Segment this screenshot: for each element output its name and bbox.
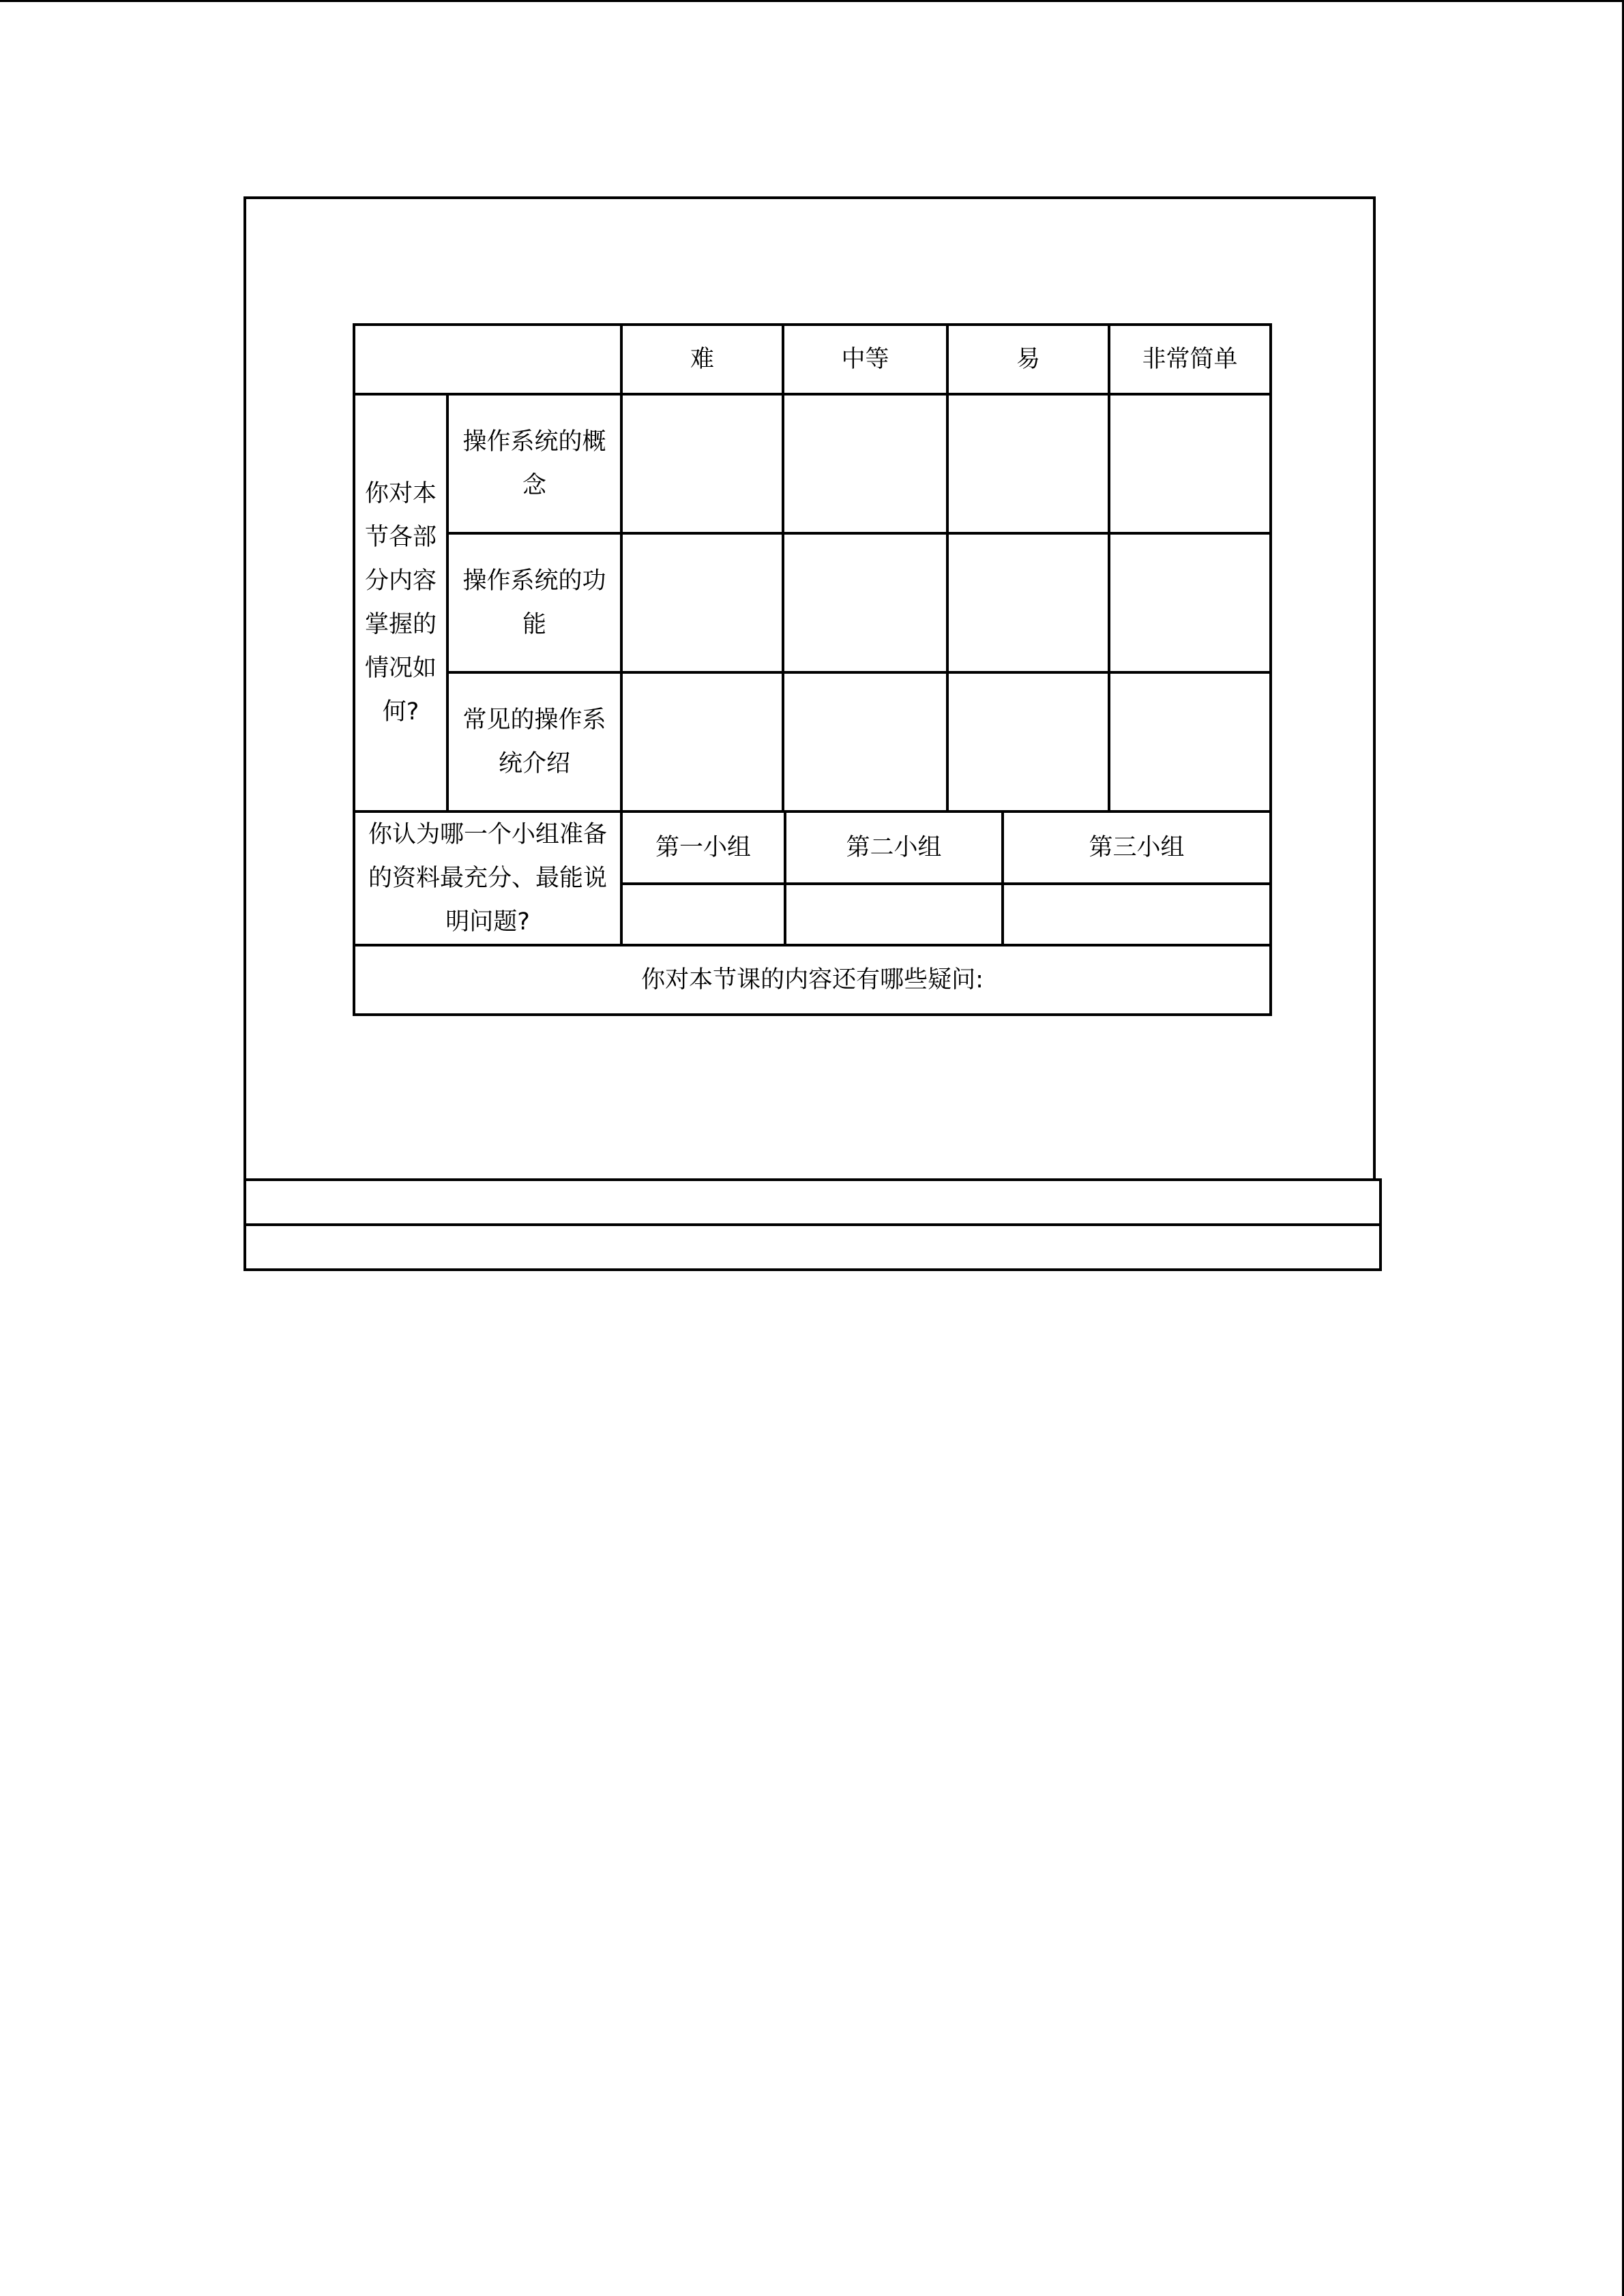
answer-cell[interactable] — [783, 533, 947, 672]
feedback-survey-table — [353, 323, 1272, 1016]
header-blank-cell — [354, 325, 621, 394]
answer-cell[interactable] — [783, 394, 947, 533]
group-answer-cell[interactable] — [621, 884, 785, 945]
header-row — [354, 325, 1271, 394]
group-header-row — [354, 811, 1271, 884]
footer-row-2 — [243, 1223, 1382, 1271]
level-very-easy: 非常简单 — [1109, 325, 1271, 394]
answer-cell[interactable] — [1109, 533, 1271, 672]
answer-cell[interactable] — [621, 533, 783, 672]
answer-cell[interactable] — [621, 394, 783, 533]
topic-row-concept — [354, 394, 1271, 533]
answer-cell[interactable] — [1109, 672, 1271, 811]
group-answer-cell[interactable] — [785, 884, 1003, 945]
topic-row-common-os — [354, 672, 1271, 811]
doubt-row — [354, 945, 1271, 1015]
mastery-question: 你对本节各部分内容掌握的情况如何? — [354, 394, 447, 811]
answer-cell[interactable] — [621, 672, 783, 811]
group-label-1: 第一小组 — [621, 811, 785, 884]
topic-label: 操作系统的功能 — [447, 533, 621, 672]
answer-cell[interactable] — [947, 394, 1109, 533]
doubt-question[interactable]: 你对本节课的内容还有哪些疑问: — [354, 945, 1271, 1015]
answer-cell[interactable] — [783, 672, 947, 811]
level-medium: 中等 — [783, 325, 947, 394]
group-label-3: 第三小组 — [1003, 811, 1271, 884]
answer-cell[interactable] — [1109, 394, 1271, 533]
group-label-2: 第二小组 — [785, 811, 1003, 884]
group-answer-cell[interactable] — [1003, 884, 1271, 945]
level-hard: 难 — [621, 325, 783, 394]
level-easy: 易 — [947, 325, 1109, 394]
answer-cell[interactable] — [947, 533, 1109, 672]
topic-label: 常见的操作系统介绍 — [447, 672, 621, 811]
answer-cell[interactable] — [947, 672, 1109, 811]
page-top-border — [0, 0, 1624, 2]
topic-label: 操作系统的概念 — [447, 394, 621, 533]
group-question: 你认为哪一个小组准备的资料最充分、最能说明问题? — [354, 811, 621, 945]
topic-row-function — [354, 533, 1271, 672]
footer-row-1 — [243, 1178, 1382, 1226]
